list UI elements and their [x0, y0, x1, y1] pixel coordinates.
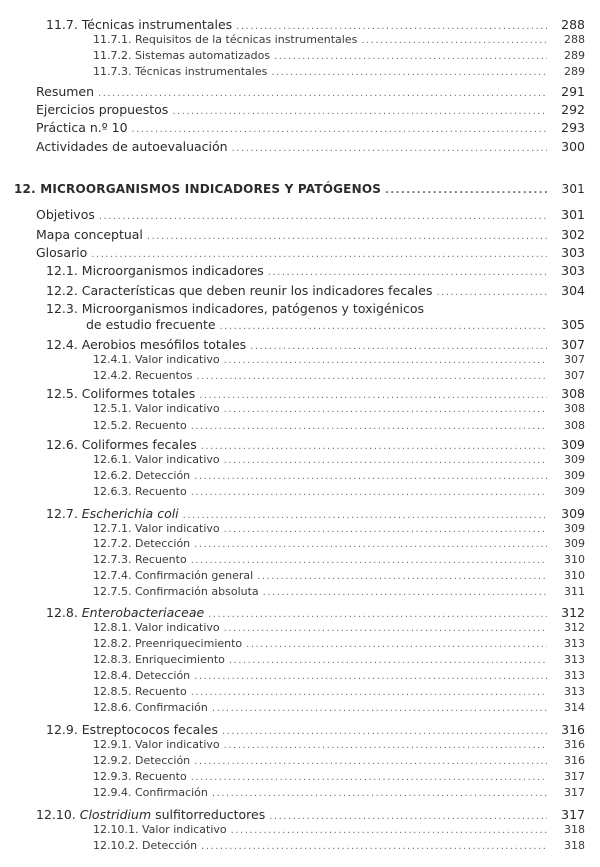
toc-page-number: 289	[564, 49, 585, 62]
toc-page-number: 307	[561, 337, 585, 352]
toc-entry-label	[36, 807, 266, 822]
toc-page-number: 291	[561, 84, 585, 99]
toc-entry-label: 12.5.2. Recuento	[93, 419, 187, 432]
toc-page-number: 314	[564, 701, 585, 714]
toc-entry-label: 12.6.2. Detección	[93, 469, 191, 482]
leader-dots	[172, 106, 547, 117]
toc-page-number: 305	[561, 317, 585, 332]
toc-entry-label	[46, 605, 204, 620]
toc-entry	[93, 65, 585, 78]
toc-entry-label: 12.8.6. Confirmación	[93, 701, 208, 714]
toc-page-number: 301	[561, 207, 585, 222]
toc-entry	[46, 337, 585, 352]
toc-entry	[93, 469, 585, 482]
toc-entry-label: 12.2. Características que deben reunir los indicadores fecales	[46, 283, 433, 298]
toc-entry-label: Glosario	[36, 245, 88, 260]
leader-dots	[183, 510, 547, 521]
leader-dots	[224, 355, 547, 366]
leader-dots	[224, 524, 547, 535]
leader-dots	[201, 441, 547, 452]
toc-entry	[93, 419, 585, 432]
toc-entry	[93, 637, 585, 650]
toc-page-number: 313	[564, 669, 585, 682]
leader-dots	[201, 841, 547, 852]
leader-dots	[257, 571, 547, 582]
toc-entry-number: 12.7.	[46, 506, 82, 521]
toc-entry-label: Práctica n.º 10	[36, 120, 128, 135]
toc-page-number: 288	[564, 33, 585, 46]
toc-entry-number: 12.10.	[36, 807, 80, 822]
toc-entry	[46, 301, 585, 316]
leader-dots	[191, 487, 547, 498]
toc-entry	[36, 245, 585, 260]
toc-entry-label: 12.8.2. Preenriquecimiento	[93, 637, 243, 650]
leader-dots	[147, 231, 547, 242]
leader-dots	[250, 341, 547, 352]
toc-page-number: 308	[564, 402, 585, 415]
toc-page-number: 289	[564, 65, 585, 78]
toc-entry-label: 12.6.3. Recuento	[93, 485, 187, 498]
toc-entry	[93, 786, 585, 799]
leader-dots	[194, 471, 547, 482]
leader-dots	[212, 703, 547, 714]
toc-entry-label: 12.8.5. Recuento	[93, 685, 187, 698]
leader-dots	[99, 211, 547, 222]
toc-entry-number: 12.8.	[46, 605, 82, 620]
toc-entry	[46, 283, 585, 298]
toc-page-number: 316	[564, 754, 585, 767]
toc-entry-label: 12.4. Aerobios mesófilos totales	[46, 337, 247, 352]
toc-page-number: 316	[564, 738, 585, 751]
leader-dots	[224, 455, 547, 466]
toc-page-number: 300	[561, 139, 585, 154]
toc-entry-label: 12.9.3. Recuento	[93, 770, 187, 783]
leader-dots	[385, 185, 547, 196]
toc-entry	[46, 263, 585, 278]
toc-entry	[36, 120, 585, 135]
toc-entry	[93, 553, 585, 566]
toc-entry-label: 12.1. Microorganismos indicadores	[46, 263, 264, 278]
toc-entry	[93, 537, 585, 550]
toc-entry	[46, 437, 585, 452]
leader-dots	[236, 21, 547, 32]
leader-dots	[361, 35, 547, 46]
toc-entry-label: 12.9.4. Confirmación	[93, 786, 208, 799]
toc-page-number: 310	[564, 569, 585, 582]
toc-entry	[93, 823, 585, 836]
toc-entry	[46, 17, 585, 32]
toc-entry	[93, 754, 585, 767]
leader-dots	[224, 404, 547, 415]
toc-page-number: 313	[564, 637, 585, 650]
toc-entry-label: 12.10.2. Detección	[93, 839, 198, 852]
toc-entry-label: 11.7.3. Técnicas instrumentales	[93, 65, 268, 78]
toc-entry	[46, 386, 585, 401]
toc-page-number: 318	[564, 839, 585, 852]
toc-page-number: 309	[561, 437, 585, 452]
toc-entry-label: 12.4.1. Valor indicativo	[93, 353, 220, 366]
toc-page-number: 293	[561, 120, 585, 135]
toc-entry-label: 12.8.1. Valor indicativo	[93, 621, 220, 634]
toc-entry	[93, 485, 585, 498]
toc-page-number: 313	[564, 685, 585, 698]
leader-dots	[191, 421, 547, 432]
toc-entry-label: 12.7.5. Confirmación absoluta	[93, 585, 259, 598]
toc-entry-label: 12.9.2. Detección	[93, 754, 191, 767]
toc-entry	[93, 33, 585, 46]
toc-entry	[36, 207, 585, 222]
leader-dots	[196, 371, 547, 382]
toc-entry-label: 12. MICROORGANISMOS INDICADORES Y PATÓGENOS	[14, 182, 382, 196]
toc-entry	[93, 369, 585, 382]
leader-dots	[191, 687, 547, 698]
toc-page-number: 317	[561, 807, 585, 822]
leader-dots	[274, 51, 547, 62]
toc-entry-label: 12.9. Estreptococos fecales	[46, 722, 218, 737]
toc-entry	[36, 102, 585, 117]
toc-page-number: 307	[564, 353, 585, 366]
toc-page-number: 309	[564, 537, 585, 550]
toc-page-number: 312	[561, 605, 585, 620]
toc-entry-label: 12.7.2. Detección	[93, 537, 191, 550]
toc-page-number: 304	[561, 283, 585, 298]
toc-entry	[93, 770, 585, 783]
leader-dots	[132, 124, 547, 135]
leader-dots	[224, 740, 547, 751]
toc-entry	[93, 585, 585, 598]
toc-entry	[93, 738, 585, 751]
toc-entry-label: 12.10.1. Valor indicativo	[93, 823, 227, 836]
toc-page-number: 309	[564, 522, 585, 535]
toc-entry-italic-label: Enterobacteriaceae	[81, 605, 205, 620]
leader-dots	[220, 321, 547, 332]
toc-entry	[93, 569, 585, 582]
toc-entry-label: 11.7.2. Sistemas automatizados	[93, 49, 271, 62]
toc-entry	[93, 621, 585, 634]
toc-page-number: 309	[564, 453, 585, 466]
toc-entry	[93, 839, 585, 852]
leader-dots	[229, 655, 547, 666]
toc-page-number: 316	[561, 722, 585, 737]
toc-entry-label: 12.8.3. Enriquecimiento	[93, 653, 225, 666]
toc-entry	[93, 669, 585, 682]
toc-entry-label: 11.7. Técnicas instrumentales	[46, 17, 233, 32]
leader-dots	[232, 143, 547, 154]
leader-dots	[91, 249, 547, 260]
toc-entry-label-rest: sulfitorreductores	[151, 807, 266, 822]
leader-dots	[208, 609, 547, 620]
toc-entry	[36, 139, 585, 154]
toc-entry-label: 11.7.1. Requisitos de la técnicas instrumentales	[93, 33, 358, 46]
toc-entry-italic-label: Escherichia coli	[81, 506, 179, 521]
toc-page-number: 303	[561, 245, 585, 260]
toc-entry	[36, 807, 585, 822]
toc-entry-label: 12.4.2. Recuentos	[93, 369, 193, 382]
leader-dots	[191, 772, 547, 783]
toc-entry	[36, 84, 585, 99]
toc-entry-label: 12.6.1. Valor indicativo	[93, 453, 220, 466]
toc-entry-label: 12.7.4. Confirmación general	[93, 569, 254, 582]
leader-dots	[194, 671, 547, 682]
toc-entry	[93, 701, 585, 714]
leader-dots	[224, 623, 547, 634]
toc-entry-label: Actividades de autoevaluación	[36, 139, 228, 154]
toc-entry-label	[46, 506, 179, 521]
toc-entry	[93, 49, 585, 62]
leader-dots	[271, 67, 547, 78]
toc-entry	[93, 453, 585, 466]
leader-dots	[191, 555, 547, 566]
toc-entry-label: 12.3. Microorganismos indicadores, patógenos y toxigénicos	[46, 301, 425, 316]
toc-entry-label: 12.7.3. Recuento	[93, 553, 187, 566]
toc-page-number: 302	[561, 227, 585, 242]
leader-dots	[194, 756, 547, 767]
leader-dots	[199, 390, 547, 401]
toc-entry-label-line2: de estudio frecuente	[86, 317, 216, 332]
toc-page-number: 301	[561, 182, 585, 196]
toc-entry-label: 12.8.4. Detección	[93, 669, 191, 682]
toc-page-number: 308	[564, 419, 585, 432]
toc-entry-label: Objetivos	[36, 207, 95, 222]
toc-page-number: 317	[564, 770, 585, 783]
toc-entry-italic-label: Clostridium	[79, 807, 152, 822]
toc-page-number: 317	[564, 786, 585, 799]
toc-entry-label: Mapa conceptual	[36, 227, 143, 242]
toc-entry	[93, 402, 585, 415]
toc-entry-label: 12.5. Coliformes totales	[46, 386, 196, 401]
toc-page-number: 309	[564, 485, 585, 498]
toc-page-number: 313	[564, 653, 585, 666]
toc-entry	[93, 522, 585, 535]
toc-entry	[46, 605, 585, 620]
toc-entry-label: 12.9.1. Valor indicativo	[93, 738, 220, 751]
toc-page-number: 292	[561, 102, 585, 117]
toc-entry	[46, 722, 585, 737]
leader-dots	[263, 587, 547, 598]
leader-dots	[246, 639, 547, 650]
toc-page-number: 311	[564, 585, 585, 598]
leader-dots	[268, 267, 547, 278]
toc-page-number: 288	[561, 17, 585, 32]
leader-dots	[269, 811, 547, 822]
toc-page-number: 303	[561, 263, 585, 278]
toc-page-number: 318	[564, 823, 585, 836]
toc-page-number: 309	[561, 506, 585, 521]
toc-page-number: 308	[561, 386, 585, 401]
leader-dots	[222, 726, 547, 737]
toc-entry	[93, 685, 585, 698]
toc-entry	[93, 653, 585, 666]
toc-entry-label: 12.6. Coliformes fecales	[46, 437, 197, 452]
toc-entry-continuation	[86, 317, 585, 332]
leader-dots	[194, 539, 547, 550]
toc-page-number: 310	[564, 553, 585, 566]
leader-dots	[436, 287, 547, 298]
toc-page-number: 307	[564, 369, 585, 382]
toc-chapter-entry	[14, 182, 585, 196]
leader-dots	[231, 825, 547, 836]
toc-entry-label: Resumen	[36, 84, 95, 99]
toc-entry	[36, 227, 585, 242]
toc-entry	[46, 506, 585, 521]
toc-page-number: 312	[564, 621, 585, 634]
leader-dots	[212, 788, 547, 799]
leader-dots	[98, 88, 547, 99]
toc-page-number: 309	[564, 469, 585, 482]
toc-entry-label: 12.7.1. Valor indicativo	[93, 522, 220, 535]
toc-entry-label: 12.5.1. Valor indicativo	[93, 402, 220, 415]
toc-entry	[93, 353, 585, 366]
toc-entry-label: Ejercicios propuestos	[36, 102, 169, 117]
